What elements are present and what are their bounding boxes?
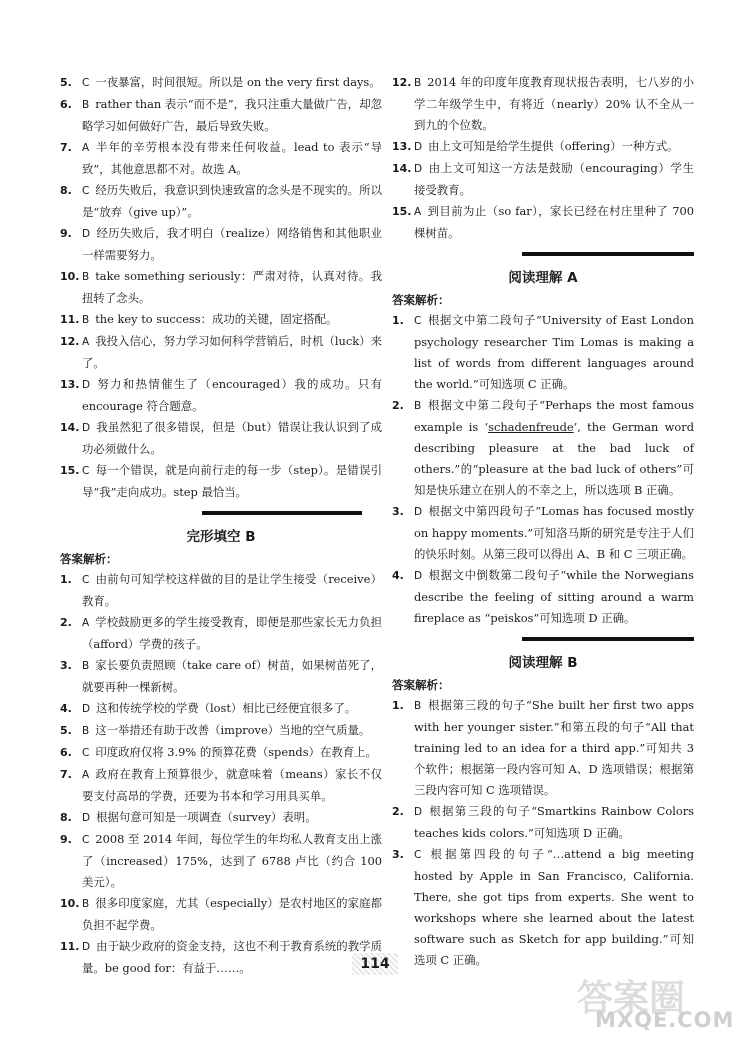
item-number: 6. xyxy=(60,98,72,111)
section-divider xyxy=(522,252,694,256)
answer-letter: D xyxy=(414,806,423,818)
explanation-text: 学校鼓励更多的学生接受教育，即便是那些家长无力负担（afford）学费的孩子。 xyxy=(82,615,382,651)
answer-item xyxy=(60,807,382,829)
page-number: 114 xyxy=(352,953,398,975)
explanation-text: 印度政府仅将 3.9% 的预算花费（spends）在教育上。 xyxy=(95,745,377,759)
answer-letter: C xyxy=(82,185,90,197)
answer-item xyxy=(60,893,382,936)
answer-item xyxy=(60,936,382,979)
explanation-text: 根据第四段的句子“…attend a big meeting hosted by Apple in San Francisco, California. There, she got tips from experts. She went to workshops where she learned about the latest software such as Sketch for app building.”可知选项 C 正确。 xyxy=(414,847,694,967)
answer-letter: D xyxy=(414,506,423,518)
watermark-top-text: 答案圈 xyxy=(577,978,686,1019)
answer-letter: A xyxy=(82,336,90,348)
answer-letter: D xyxy=(82,379,91,391)
answer-letter: B xyxy=(82,271,90,283)
answer-letter: D xyxy=(414,570,423,582)
answer-item xyxy=(60,829,382,893)
item-number: 3. xyxy=(392,505,404,518)
watermark-logo xyxy=(575,970,745,1036)
answer-item xyxy=(392,395,694,501)
answer-letter: D xyxy=(82,228,91,240)
explanation-text: 由于缺少政府的资金支持，这也不利于教育系统的教学质量。be good for：有益于……。 xyxy=(82,939,382,975)
section-title-reading-b: 阅读理解 B xyxy=(508,655,578,671)
answers-label: 答案解析： xyxy=(60,552,118,566)
answer-letter: B xyxy=(414,700,422,712)
explanation-text: 由上文可知是给学生提供（offering）一种方式。 xyxy=(428,139,679,153)
item-number: 9. xyxy=(60,833,72,846)
item-number: 14. xyxy=(392,162,412,175)
answer-item xyxy=(60,612,382,655)
answer-letter: C xyxy=(414,315,422,327)
answer-item xyxy=(60,417,382,460)
answer-item xyxy=(60,137,382,180)
answer-letter: C xyxy=(82,747,90,759)
item-number: 3. xyxy=(60,659,72,672)
item-number: 15. xyxy=(392,205,412,218)
item-number: 11. xyxy=(60,313,80,326)
item-number: 3. xyxy=(392,848,404,861)
reading-b-answers xyxy=(392,695,694,971)
answer-letter: A xyxy=(82,617,90,629)
explanation-text: 2008 至 2014 年间，每位学生的年均私人教育支出上涨了（increased）175%，达到了 6788 卢比（约合 100 美元）。 xyxy=(82,832,382,889)
explanation-text: 半年的辛劳根本没有带来任何收益。lead to 表示“导致”，其他意思都不对。故选 A。 xyxy=(82,140,382,176)
answer-letter: D xyxy=(414,141,423,153)
answer-item xyxy=(392,310,694,395)
answer-item xyxy=(392,158,694,201)
answer-item xyxy=(392,72,694,136)
answer-letter: B xyxy=(414,77,422,89)
item-number: 8. xyxy=(60,811,72,824)
explanation-text: 到目前为止（so far），家长已经在村庄里种了 700 棵树苗。 xyxy=(414,204,694,240)
watermark-url-text: MXQE.COM xyxy=(595,1008,735,1032)
answer-item xyxy=(60,460,382,503)
item-number: 7. xyxy=(60,141,72,154)
answer-item xyxy=(392,136,694,158)
item-number: 12. xyxy=(392,76,412,89)
answer-item xyxy=(60,180,382,223)
answer-letter: D xyxy=(82,703,91,715)
explanation-text: rather than 表示“而不是”，我只注重大量做广告，却忽略学习如何做好广告，最后导致失败。 xyxy=(82,97,382,133)
item-number: 8. xyxy=(60,184,72,197)
explanation-text: 一夜暴富，时间很短。所以是 on the very first days。 xyxy=(95,75,381,89)
explanation-text: 根据第三段的句子“She built her first two apps with her younger sister.”和第五段的句子“All that training led to an idea for a third app.”可知共 3 个软件；根据第一段内容可知 A、D 选项错误；根据第三段内容可知 C 选项错误。 xyxy=(414,698,694,797)
explanation-text: 这和传统学校的学费（lost）相比已经便宜很多了。 xyxy=(96,701,357,715)
explanation-text: 很多印度家庭，尤其（especially）是农村地区的家庭都负担不起学费。 xyxy=(82,896,382,932)
answer-item xyxy=(60,764,382,807)
answer-letter: D xyxy=(82,941,91,953)
item-number: 14. xyxy=(60,421,80,434)
answer-item xyxy=(392,695,694,801)
explanation-text: 政府在教育上预算很少，就意味着（means）家长不仅要支付高昂的学费，还要为书本和学习用具买单。 xyxy=(82,767,382,803)
answer-letter: C xyxy=(82,574,90,586)
section-title-reading-a: 阅读理解 A xyxy=(508,270,578,286)
answer-item xyxy=(60,569,382,612)
answer-item xyxy=(392,201,694,244)
section-divider xyxy=(522,637,694,641)
answer-letter: C xyxy=(414,849,422,861)
explanation-text: take something seriously：严肃对待，认真对待。我扭转了念头。 xyxy=(82,269,382,305)
answer-letter: D xyxy=(82,812,91,824)
section-divider xyxy=(202,511,362,515)
answer-letter: B xyxy=(82,99,90,111)
answer-letter: C xyxy=(82,77,90,89)
explanation-text: 这一举措还有助于改善（improve）当地的空气质量。 xyxy=(95,723,371,737)
left-top-answers xyxy=(60,72,382,503)
answers-label: 答案解析： xyxy=(392,678,450,692)
explanation-text: 努力和热情催生了（encouraged）我的成功。只有 encourage 符合题意。 xyxy=(82,377,382,413)
explanation-text: 2014 年的印度年度教育现状报告表明，七八岁的小学二年级学生中，有将近（nearly）20% 认不全从一到九的个位数。 xyxy=(414,75,694,132)
item-number: 13. xyxy=(60,378,80,391)
answer-letter: D xyxy=(82,422,91,434)
explanation-text: 由前句可知学校这样做的目的是让学生接受（receive）教育。 xyxy=(82,572,382,608)
explanation-text: 根据文中第二段句子“University of East London psychology researcher Tim Lomas is making a list of words from different languages around the world.”可知选项 C 正确。 xyxy=(414,313,694,391)
explanation-text: 每一个错误，就是向前行走的每一步（step）。是错误引导“我”走向成功。step 最恰当。 xyxy=(82,463,382,499)
section-title-cloze-b: 完形填空 B xyxy=(186,529,256,545)
item-number: 7. xyxy=(60,768,72,781)
cloze-b-answers xyxy=(60,569,382,979)
item-number: 1. xyxy=(60,573,72,586)
answer-letter: B xyxy=(82,725,90,737)
answer-letter: D xyxy=(414,163,423,175)
item-number: 2. xyxy=(392,399,404,412)
item-number: 4. xyxy=(60,702,72,715)
item-number: 2. xyxy=(392,805,404,818)
explanation-text: ’, the German word describing pleasure at the bad luck of others.”的“pleasure at the bad luck of others”可知是快乐建立在别人的不幸之上，所以选项 B 正确。 xyxy=(414,420,694,497)
answer-item xyxy=(60,698,382,720)
answer-item xyxy=(60,309,382,331)
explanation-text: 经历失败后，我意识到快速致富的念头是不现实的。所以是“放弃（give up）”。 xyxy=(82,183,382,219)
explanation-text: 根据文中第四段句子“Lomas has focused mostly on happy moments.”可知洛马斯的研究是专注于人们的快乐时刻。从第三段可以得出 A、B 和 C 三项正确。 xyxy=(414,504,694,561)
answer-letter: A xyxy=(82,769,90,781)
answer-item xyxy=(60,223,382,266)
item-number: 5. xyxy=(60,76,72,89)
answer-item xyxy=(392,844,694,971)
answer-letter: B xyxy=(82,314,90,326)
item-number: 9. xyxy=(60,227,72,240)
answer-letter: B xyxy=(414,400,422,412)
answer-letter: B xyxy=(82,898,90,910)
answer-letter: B xyxy=(82,660,90,672)
answers-label: 答案解析： xyxy=(392,293,450,307)
item-number: 5. xyxy=(60,724,72,737)
explanation-text: 经历失败后，我才明白（realize）网络销售和其他职业一样需要努力。 xyxy=(82,226,382,262)
underlined-word: schadenfreude xyxy=(488,420,574,434)
item-number: 11. xyxy=(60,940,80,953)
explanation-text: 家长要负责照顾（take care of）树苗，如果树苗死了，就要再种一棵新树。 xyxy=(82,658,382,694)
right-top-answers xyxy=(392,72,694,244)
explanation-text: the key to success：成功的关键，固定搭配。 xyxy=(95,312,338,326)
explanation-text: 我虽然犯了很多错误，但是（but）错误让我认识到了成功必须做什么。 xyxy=(82,420,382,456)
item-number: 10. xyxy=(60,897,80,910)
item-number: 12. xyxy=(60,335,80,348)
answer-item xyxy=(60,72,382,94)
item-number: 1. xyxy=(392,699,404,712)
answer-item xyxy=(392,501,694,565)
answer-item xyxy=(60,374,382,417)
item-number: 2. xyxy=(60,616,72,629)
right-column xyxy=(392,72,694,971)
answer-item xyxy=(60,266,382,309)
answer-item xyxy=(60,720,382,742)
answer-item xyxy=(392,801,694,844)
answer-letter: A xyxy=(82,142,90,154)
reading-a-answers xyxy=(392,310,694,629)
explanation-text: 根据文中第二段句子“Perhaps the most famous example is ‘ xyxy=(414,398,694,434)
explanation-text: 根据第三段的句子“Smartkins Rainbow Colors teaches kids colors.”可知选项 D 正确。 xyxy=(414,804,694,840)
item-number: 13. xyxy=(392,140,412,153)
answer-item xyxy=(60,655,382,698)
item-number: 10. xyxy=(60,270,80,283)
item-number: 4. xyxy=(392,569,404,582)
answer-item xyxy=(60,94,382,137)
answer-item xyxy=(60,742,382,764)
answer-item xyxy=(60,331,382,374)
left-column xyxy=(60,72,382,979)
answer-letter: A xyxy=(414,206,422,218)
explanation-text: 由上文可知这一方法是鼓励（encouraging）学生接受教育。 xyxy=(414,161,694,197)
answer-item xyxy=(392,565,694,629)
explanation-text: 根据文中倒数第二段句子“while the Norwegians describe the feeling of sitting around a warm fireplace as “peiskos”可知选项 D 正确。 xyxy=(414,568,694,625)
explanation-text: 根据句意可知是一项调查（survey）表明。 xyxy=(96,810,317,824)
item-number: 1. xyxy=(392,314,404,327)
item-number: 6. xyxy=(60,746,72,759)
answer-letter: C xyxy=(82,465,90,477)
answer-letter: C xyxy=(82,834,90,846)
item-number: 15. xyxy=(60,464,80,477)
explanation-text: 我投入信心，努力学习如何科学营销后，时机（luck）来了。 xyxy=(82,334,382,370)
